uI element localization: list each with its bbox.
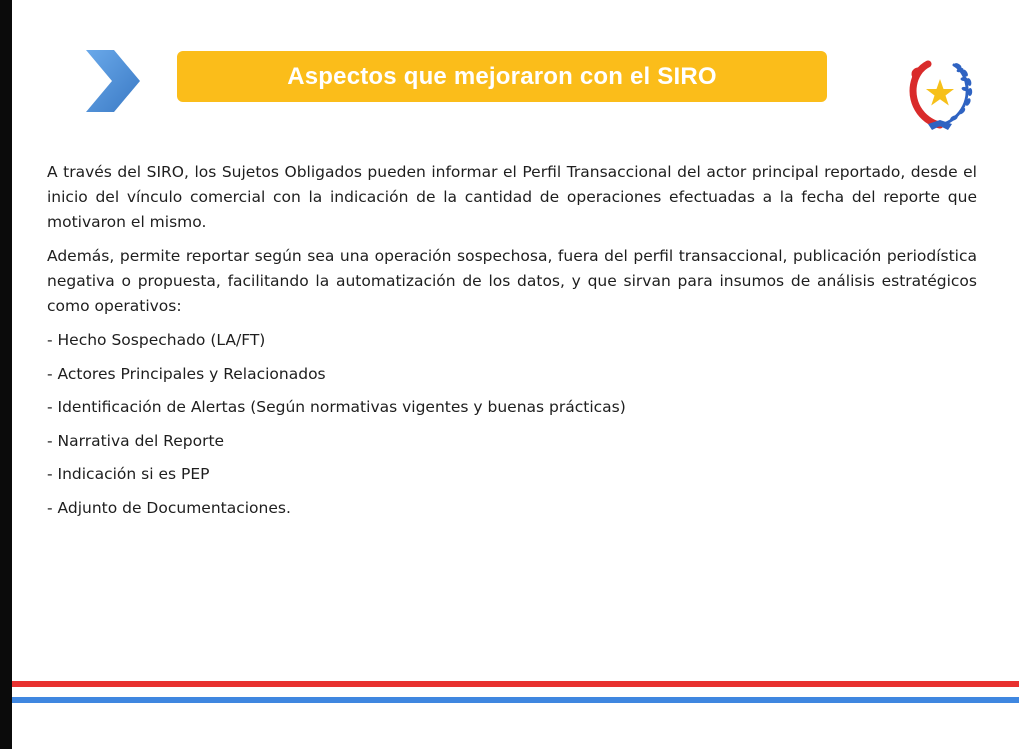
list-item: - Actores Principales y Relacionados	[47, 364, 326, 383]
chevron-right-icon	[84, 48, 142, 114]
feature-list	[47, 328, 977, 521]
list-item: - Narrativa del Reporte	[47, 431, 225, 450]
list-item: - Indicación si es PEP	[47, 465, 210, 483]
paragraph-features: Además, permite reportar según sea una operación sospechosa, fuera del perfil transaccional, publicación periodística negativa o propuesta, facilitando la automatización de los datos, y que sirvan para insumos de análisis estratégicos como operativos:	[47, 247, 977, 315]
footer-stripe-blue	[12, 697, 1019, 703]
list-item: - Identificación de Alertas (Según normativas vigentes y buenas prácticas)	[47, 398, 626, 416]
footer-stripe-white	[12, 687, 1019, 697]
main-content	[47, 160, 977, 529]
page-title: Aspectos que mejoraron con el SIRO	[287, 62, 717, 90]
national-emblem-star-wreath-icon	[898, 56, 982, 134]
list-item: - Adjunto de Documentaciones.	[47, 498, 291, 517]
paragraph-intro: A través del SIRO, los Sujetos Obligados pueden informar el Perfil Transaccional del actor principal reportado, desde el inicio del vínculo comercial con la indicación de la cantidad de operaciones efectuadas a la fecha del reporte que motivaron el mismo.	[47, 163, 977, 231]
list-item: - Hecho Sospechado (LA/FT)	[47, 331, 266, 349]
slide	[12, 0, 1019, 749]
title-banner	[177, 51, 827, 102]
